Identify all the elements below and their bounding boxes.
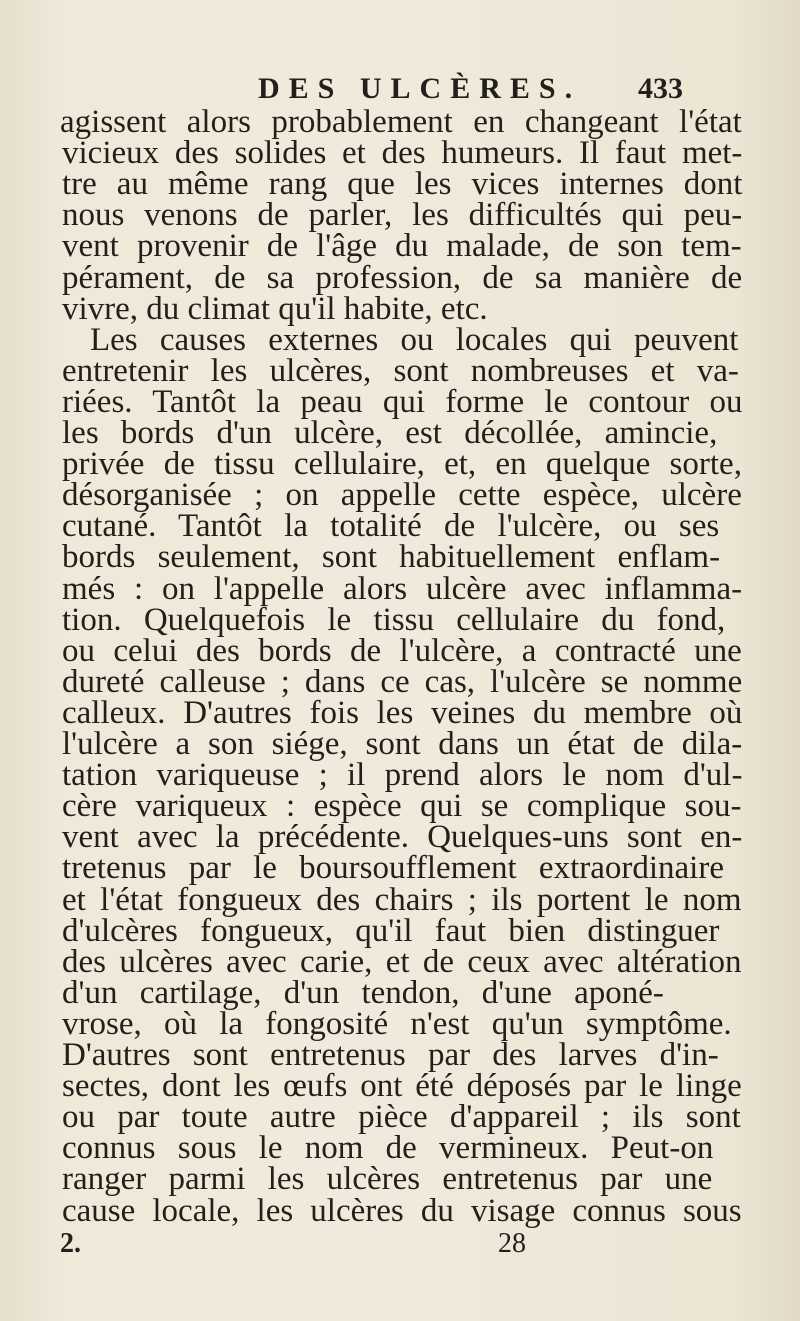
text-line: sectes, dont les œufs ont été déposés par le linge — [62, 1068, 742, 1104]
text-line: bords seulement, sont habituellement enflam- — [62, 539, 721, 575]
text-line: les bords d'un ulcère, est décollée, amincie, — [62, 415, 718, 451]
text-line: més : on l'appelle alors ulcère avec inflamma- — [62, 571, 743, 607]
text-line: d'un cartilage, d'un tendon, d'une aponé- — [62, 975, 664, 1011]
text-line: vicieux des solides et des humeurs. Il faut met- — [62, 135, 743, 171]
running-title: DES ULCÈRES. — [258, 72, 582, 105]
text-line: dureté calleuse ; dans ce cas, l'ulcère se nomme — [62, 664, 743, 700]
text-line: ou celui des bords de l'ulcère, a contracté une — [62, 633, 742, 669]
text-line: ranger parmi les ulcères entretenus par une — [62, 1161, 713, 1197]
text-line: ou par toute autre pièce d'appareil ; ils sont — [62, 1099, 741, 1135]
text-line: privée de tissu cellulaire, et, en quelque sorte, — [62, 446, 742, 482]
text-line: désorganisée ; on appelle cette espèce, ulcère — [62, 477, 742, 513]
text-line: tation variqueuse ; il prend alors le nom d'ul- — [62, 757, 743, 793]
text-line: et l'état fongueux des chairs ; ils portent le nom — [62, 882, 742, 918]
text-line: tre au même rang que les vices internes dont — [62, 166, 743, 202]
text-line: cutané. Tantôt la totalité de l'ulcère, ou ses — [62, 508, 720, 544]
text-line: riées. Tantôt la peau qui forme le contour ou — [62, 384, 743, 420]
text-line: tion. Quelquefois le tissu cellulaire du fond, — [62, 602, 726, 638]
text-line: des ulcères avec carie, et de ceux avec altération — [62, 944, 742, 980]
catchword: 28 — [498, 1228, 526, 1259]
text-line: vent avec la précédente. Quelques-uns sont en- — [62, 819, 743, 855]
text-line: Les causes externes ou locales qui peuvent — [90, 322, 739, 358]
text-line: D'autres sont entretenus par des larves d'in- — [62, 1037, 719, 1073]
text-line: d'ulcères fongueux, qu'il faut bien distinguer — [62, 913, 720, 949]
text-line: vivre, du climat qu'il habite, etc. — [62, 291, 488, 327]
text-line: cause locale, les ulcères du visage connus sous — [62, 1193, 742, 1229]
text-line: l'ulcère a son siége, sont dans un état de dila- — [62, 726, 743, 762]
text-line: nous venons de parler, les difficultés qui peu- — [62, 197, 743, 233]
text-line: agissent alors probablement en changeant l'état — [60, 104, 742, 140]
text-line: calleux. D'autres fois les veines du membre où — [62, 695, 743, 731]
text-line: entretenir les ulcères, sont nombreuses et va- — [62, 353, 739, 389]
text-line: tretenus par le boursoufflement extraordinaire — [62, 850, 724, 886]
text-line: pérament, de sa profession, de sa manière de — [62, 260, 743, 296]
page-number: 433 — [638, 72, 683, 105]
text-line: connus sous le nom de vermineux. Peut-on — [62, 1130, 714, 1166]
page-footer — [0, 1228, 800, 1268]
text-line: vent provenir de l'âge du malade, de son tem- — [62, 228, 742, 264]
text-line: vrose, où la fongosité n'est qu'un symptôme. — [62, 1006, 732, 1042]
text-line: cère variqueux : espèce qui se complique sou- — [62, 788, 742, 824]
signature-mark: 2. — [60, 1228, 81, 1259]
